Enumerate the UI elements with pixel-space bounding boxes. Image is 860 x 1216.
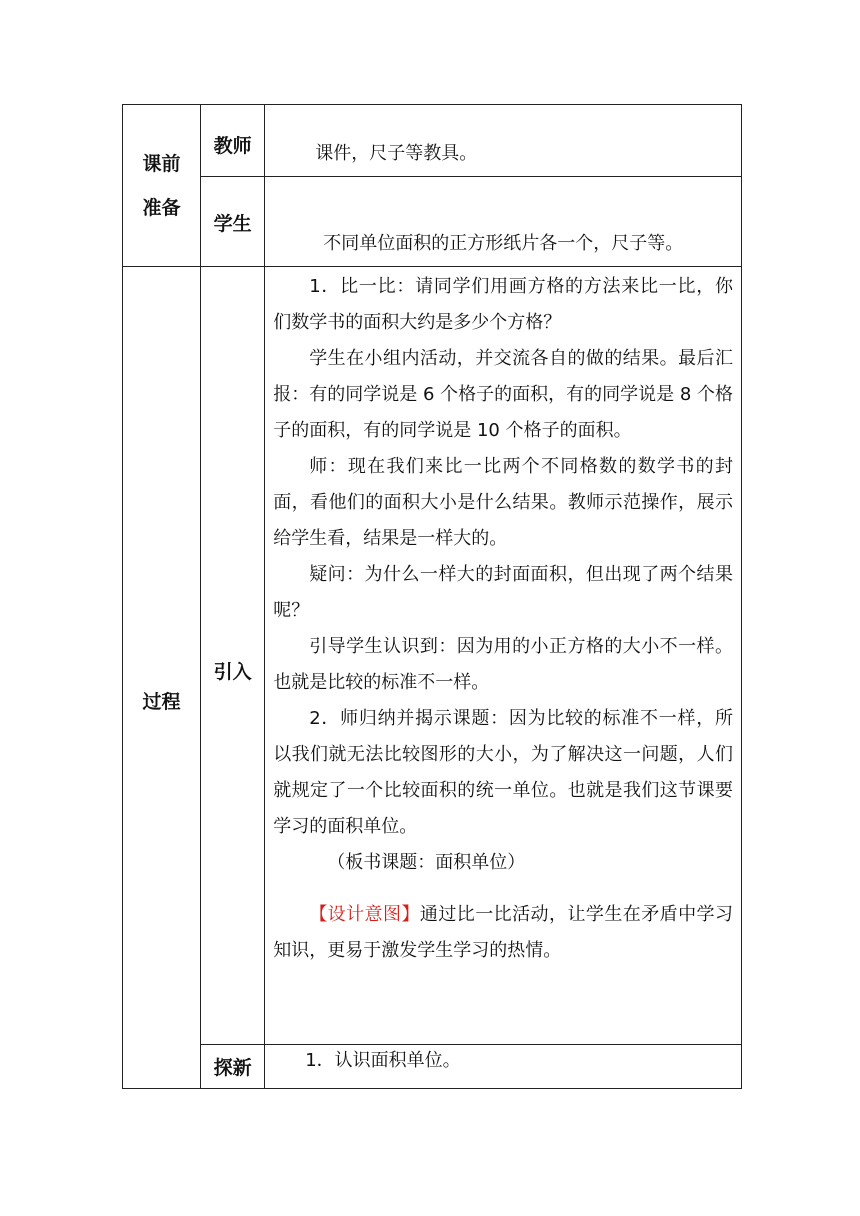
intro-paragraph: 疑问：为什么一样大的封面面积，但出现了两个结果呢？ — [273, 564, 733, 621]
student-label: 学生 — [201, 177, 265, 267]
prep-section-cell — [123, 105, 201, 267]
prep-section-line2: 准备 — [142, 196, 181, 219]
design-intent-tag: 【设计意图】 — [309, 904, 420, 925]
lesson-plan-table — [122, 104, 742, 1089]
intro-paragraph: 学生在小组内活动，并交流各自的做的结果。最后汇报：有的同学说是 6 个格子的面积，有的同学说是 8 个格子的面积，有的同学说是 10 个格子的面积。 — [273, 348, 734, 441]
explore-text: 1．认识面积单位。 — [265, 1045, 742, 1089]
prep-student-row — [123, 177, 742, 267]
intro-row — [123, 267, 742, 1045]
design-intent-paragraph — [273, 897, 733, 969]
intro-paragraph: 师：现在我们来比一比两个不同格数的数学书的封面，看他们的面积大小是什么结果。教师示范操作，展示给学生看，结果是一样大的。 — [273, 456, 733, 549]
teacher-label: 教师 — [201, 105, 265, 177]
student-prep-text: 不同单位面积的正方形纸片各一个，尺子等。 — [265, 177, 742, 267]
prep-section-line1: 课前 — [142, 152, 181, 175]
intro-label: 引入 — [201, 267, 265, 1045]
intro-paragraph: 引导学生认识到：因为用的小正方格的大小不一样。也就是比较的标准不一样。 — [273, 636, 733, 693]
design-intent-text: 通过比一比活动，让学生在矛盾中学习知识，更易于激发学生学习的热情。 — [273, 904, 734, 961]
intro-content — [265, 267, 742, 1045]
teacher-prep-text: 课件，尺子等教具。 — [265, 105, 742, 177]
intro-paragraph: 1．比一比：请同学们用画方格的方法来比一比，你们数学书的面积大约是多少个方格？ — [273, 276, 733, 333]
board-title-note: （板书课题：面积单位） — [327, 852, 526, 873]
prep-teacher-row — [123, 105, 742, 177]
explore-row — [123, 1045, 742, 1089]
process-section-label: 过程 — [123, 267, 201, 1089]
intro-paragraph: 2．师归纳并揭示课题：因为比较的标准不一样，所以我们就无法比较图形的大小，为了解决这一问题，人们就规定了一个比较面积的统一单位。也就是我们这节课要学习的面积单位。 — [273, 708, 733, 837]
explore-label: 探新 — [201, 1045, 265, 1089]
